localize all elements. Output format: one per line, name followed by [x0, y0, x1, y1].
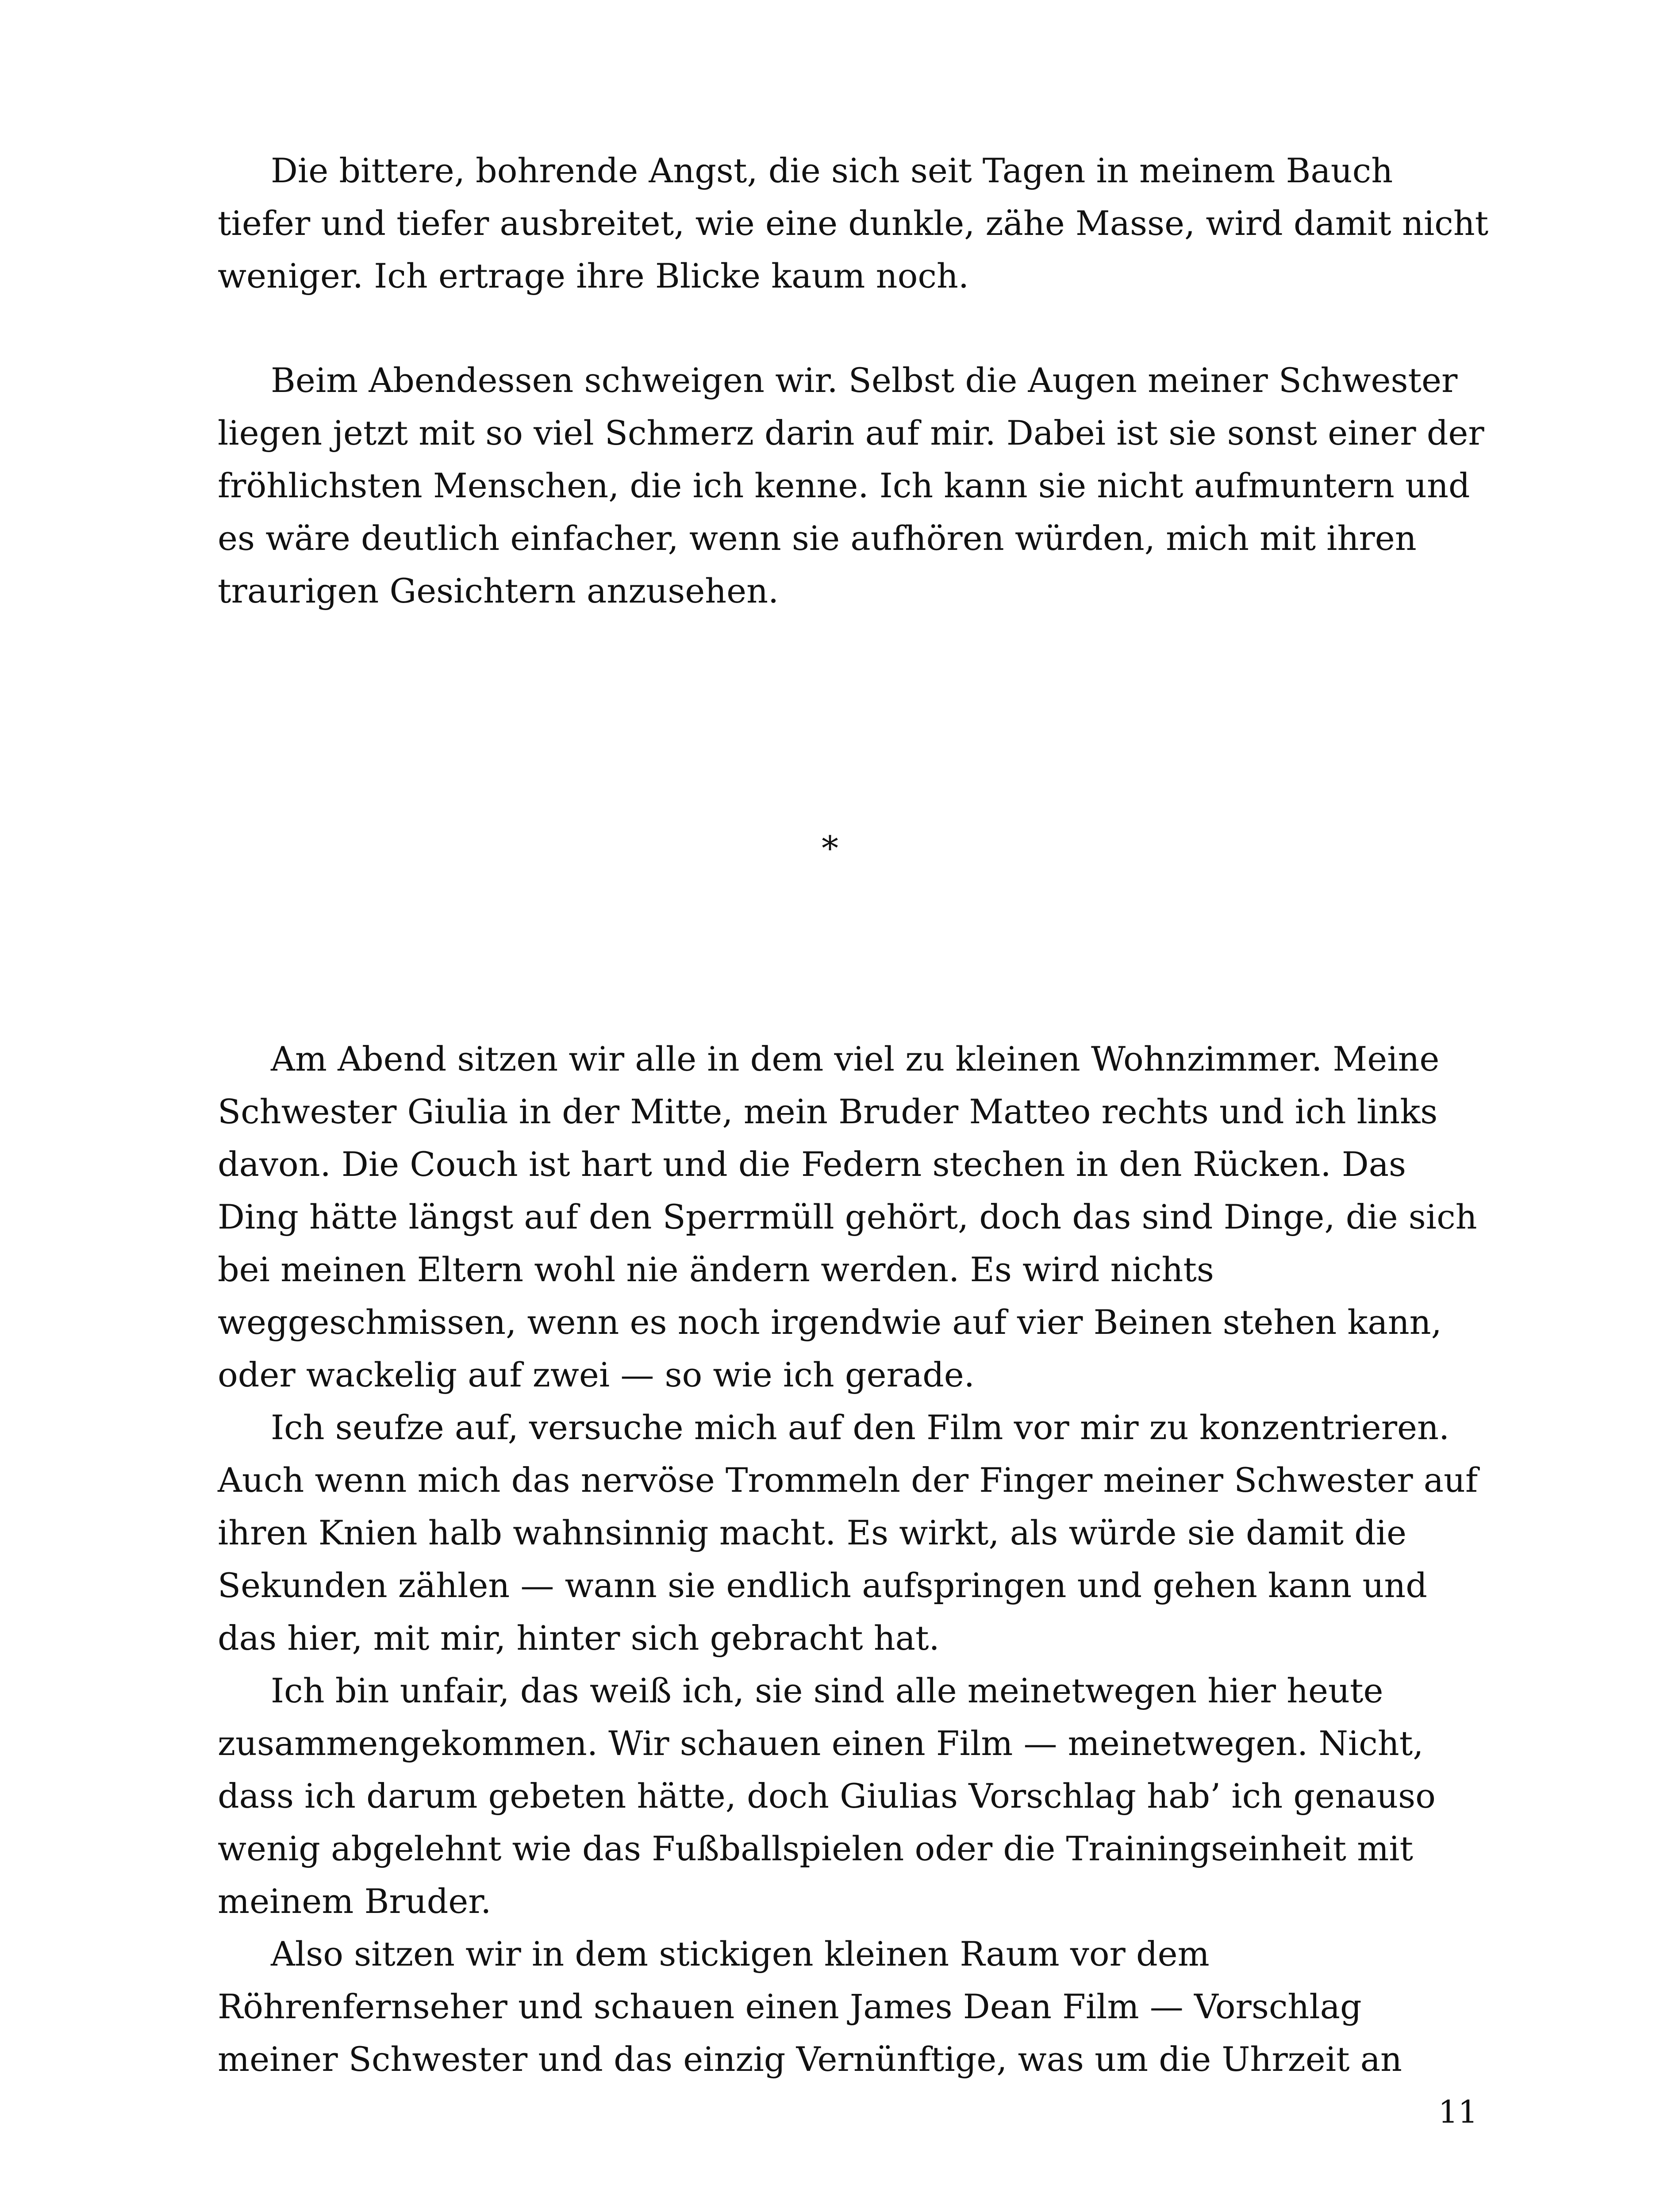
- paragraph: Ich bin unfair, das weiß ich, sie sind alle meinetwegen hier heute zusammengekommen. Wir schauen einen Film — meinetwegen. Nicht, dass ich darum gebeten hätte, doch Giulias Vorschlag hab’ ich genauso wenig abgelehnt wie das Fußballspielen oder die Trainingseinheit mit meinem Bruder.: [218, 1671, 1436, 1921]
- scene-break-asterisk: *: [822, 829, 838, 868]
- paragraph: Am Abend sitzen wir alle in dem viel zu kleinen Wohnzimmer. Meine Schwester Giulia in der Mitte, mein Bruder Matteo rechts und ich links davon. Die Couch ist hart und die Federn stechen in den Rücken. Das Ding hätte längst auf den Sperrmüll gehört, doch das sind Dinge, die sich bei meinen Eltern wohl nie ändern werden. Es wird nichts weggeschmissen, wenn es noch irgendwie auf vier Beinen stehen kann, oder wackelig auf zwei — so wie ich gerade.: [218, 1039, 1477, 1394]
- text-block-top-1: [218, 144, 1492, 302]
- text-block-bottom: [218, 1033, 1492, 2085]
- text-block-top-2: [218, 354, 1492, 617]
- paragraph: Ich seufze auf, versuche mich auf den Film vor mir zu konzentrieren. Auch wenn mich das nervöse Trommeln der Finger meiner Schwester auf ihren Knien halb wahnsinnig macht. Es wirkt, als würde sie damit die Sekunden zählen — wann sie endlich aufspringen und gehen kann und das hier, mit mir, hinter sich gebracht hat.: [218, 1408, 1478, 1658]
- paragraph: Also sitzen wir in dem stickigen kleinen Raum vor dem Röhrenfernseher und schauen einen James Dean Film — Vorschlag meiner Schwester und das einzig Vernünftige, was um die Uhrzeit an: [218, 1934, 1402, 2079]
- paragraph: Beim Abendessen schweigen wir. Selbst die Augen meiner Schwester liegen jetzt mit so viel Schmerz darin auf mir. Dabei ist sie sonst einer der fröhlichsten Menschen, die ich kenne. Ich kann sie nicht aufmuntern und es wäre deutlich einfacher, wenn sie aufhören würden, mich mit ihren traurigen Gesichtern anzusehen.: [218, 361, 1484, 611]
- page-number: 11: [1438, 2094, 1478, 2130]
- paragraph: Die bittere, bohrende Angst, die sich seit Tagen in meinem Bauch tiefer und tiefer ausbreitet, wie eine dunkle, zähe Masse, wird damit nicht weniger. Ich ertrage ihre Blicke kaum noch.: [218, 151, 1489, 296]
